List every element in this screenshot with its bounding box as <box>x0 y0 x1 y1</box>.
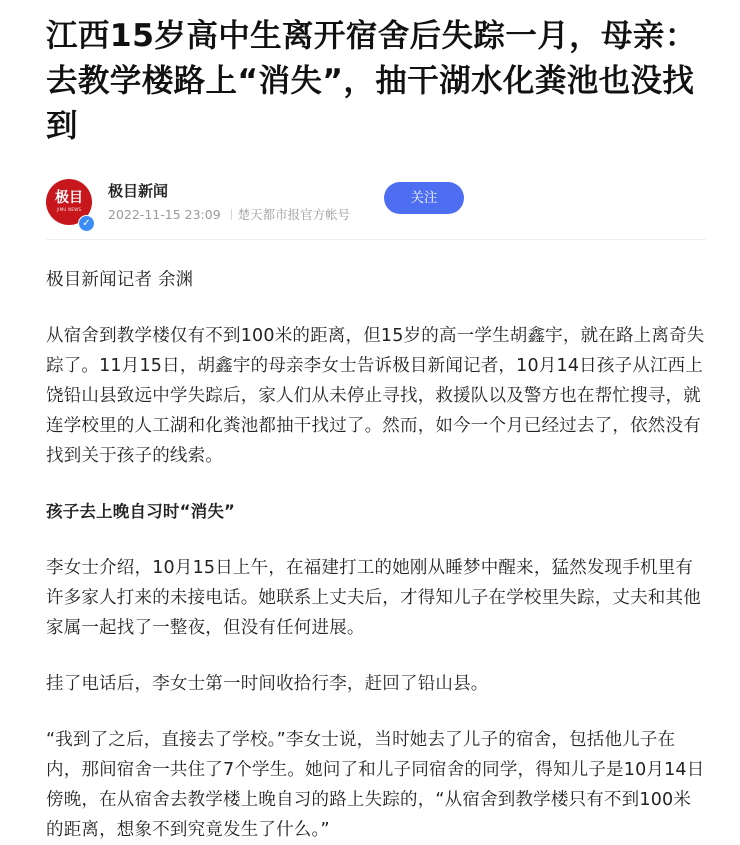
avatar-logo-subtext: JIMU NEWS <box>56 207 82 212</box>
paragraph: 李女士介绍，10月15日上午，在福建打工的她刚从睡梦中醒来，猛然发现手机里有许多家人打来的未接电话。她联系上丈夫后，才得知儿子在学校里失踪，丈夫和其他家属一起找了一整夜，但没有任何进展。 <box>46 558 701 638</box>
author-bar <box>46 175 706 240</box>
paragraph: 从宿舍到教学楼仅有不到100米的距离，但15岁的高一学生胡鑫宇，就在路上离奇失踪了。11月15日，胡鑫宇的母亲李女士告诉极目新闻记者，10月14日孩子从江西上饶铅山县致远中学失踪后，家人们从未停止寻找，救援队以及警方也在帮忙搜寻，就连学校里的人工湖和化粪池都抽干找过了。然而，如今一个月已经过去了，依然没有找到关于孩子的线索。 <box>46 326 705 466</box>
source-account: 楚天都市报官方帐号 <box>237 207 351 222</box>
paragraph: “我到了之后，直接去了学校。”李女士说，当时她去了儿子的宿舍，包括他儿子在内，那间宿舍一共住了7个学生。她问了和儿子同宿舍的同学，得知儿子是10月14日傍晚，在从宿舍去教学楼上晚自习的路上失踪的，“从宿舍到教学楼只有不到100米的距离，想象不到究竟发生了什么。” <box>46 730 705 840</box>
verified-check-icon: ✓ <box>78 215 95 232</box>
follow-button[interactable]: 关注 <box>384 182 464 214</box>
reporter-byline: 极目新闻记者 余渊 <box>46 270 194 290</box>
section-heading: 孩子去上晚自习时“消失” <box>46 502 236 521</box>
avatar[interactable] <box>46 179 92 229</box>
article-body <box>46 265 706 845</box>
article-title: 江西15岁高中生离开宿舍后失踪一月，母亲：去教学楼路上“消失”，抽干湖水化粪池也没找到 <box>46 18 697 144</box>
author-name[interactable]: 极目新闻 <box>108 182 169 200</box>
publish-meta <box>108 205 350 223</box>
article <box>46 0 706 845</box>
publish-date: 2022-11-15 23:09 <box>108 207 221 222</box>
paragraph: 挂了电话后，李女士第一时间收拾行李，赶回了铅山县。 <box>46 674 489 694</box>
avatar-logo-text: 极目 <box>55 190 83 206</box>
meta-divider <box>231 209 232 220</box>
